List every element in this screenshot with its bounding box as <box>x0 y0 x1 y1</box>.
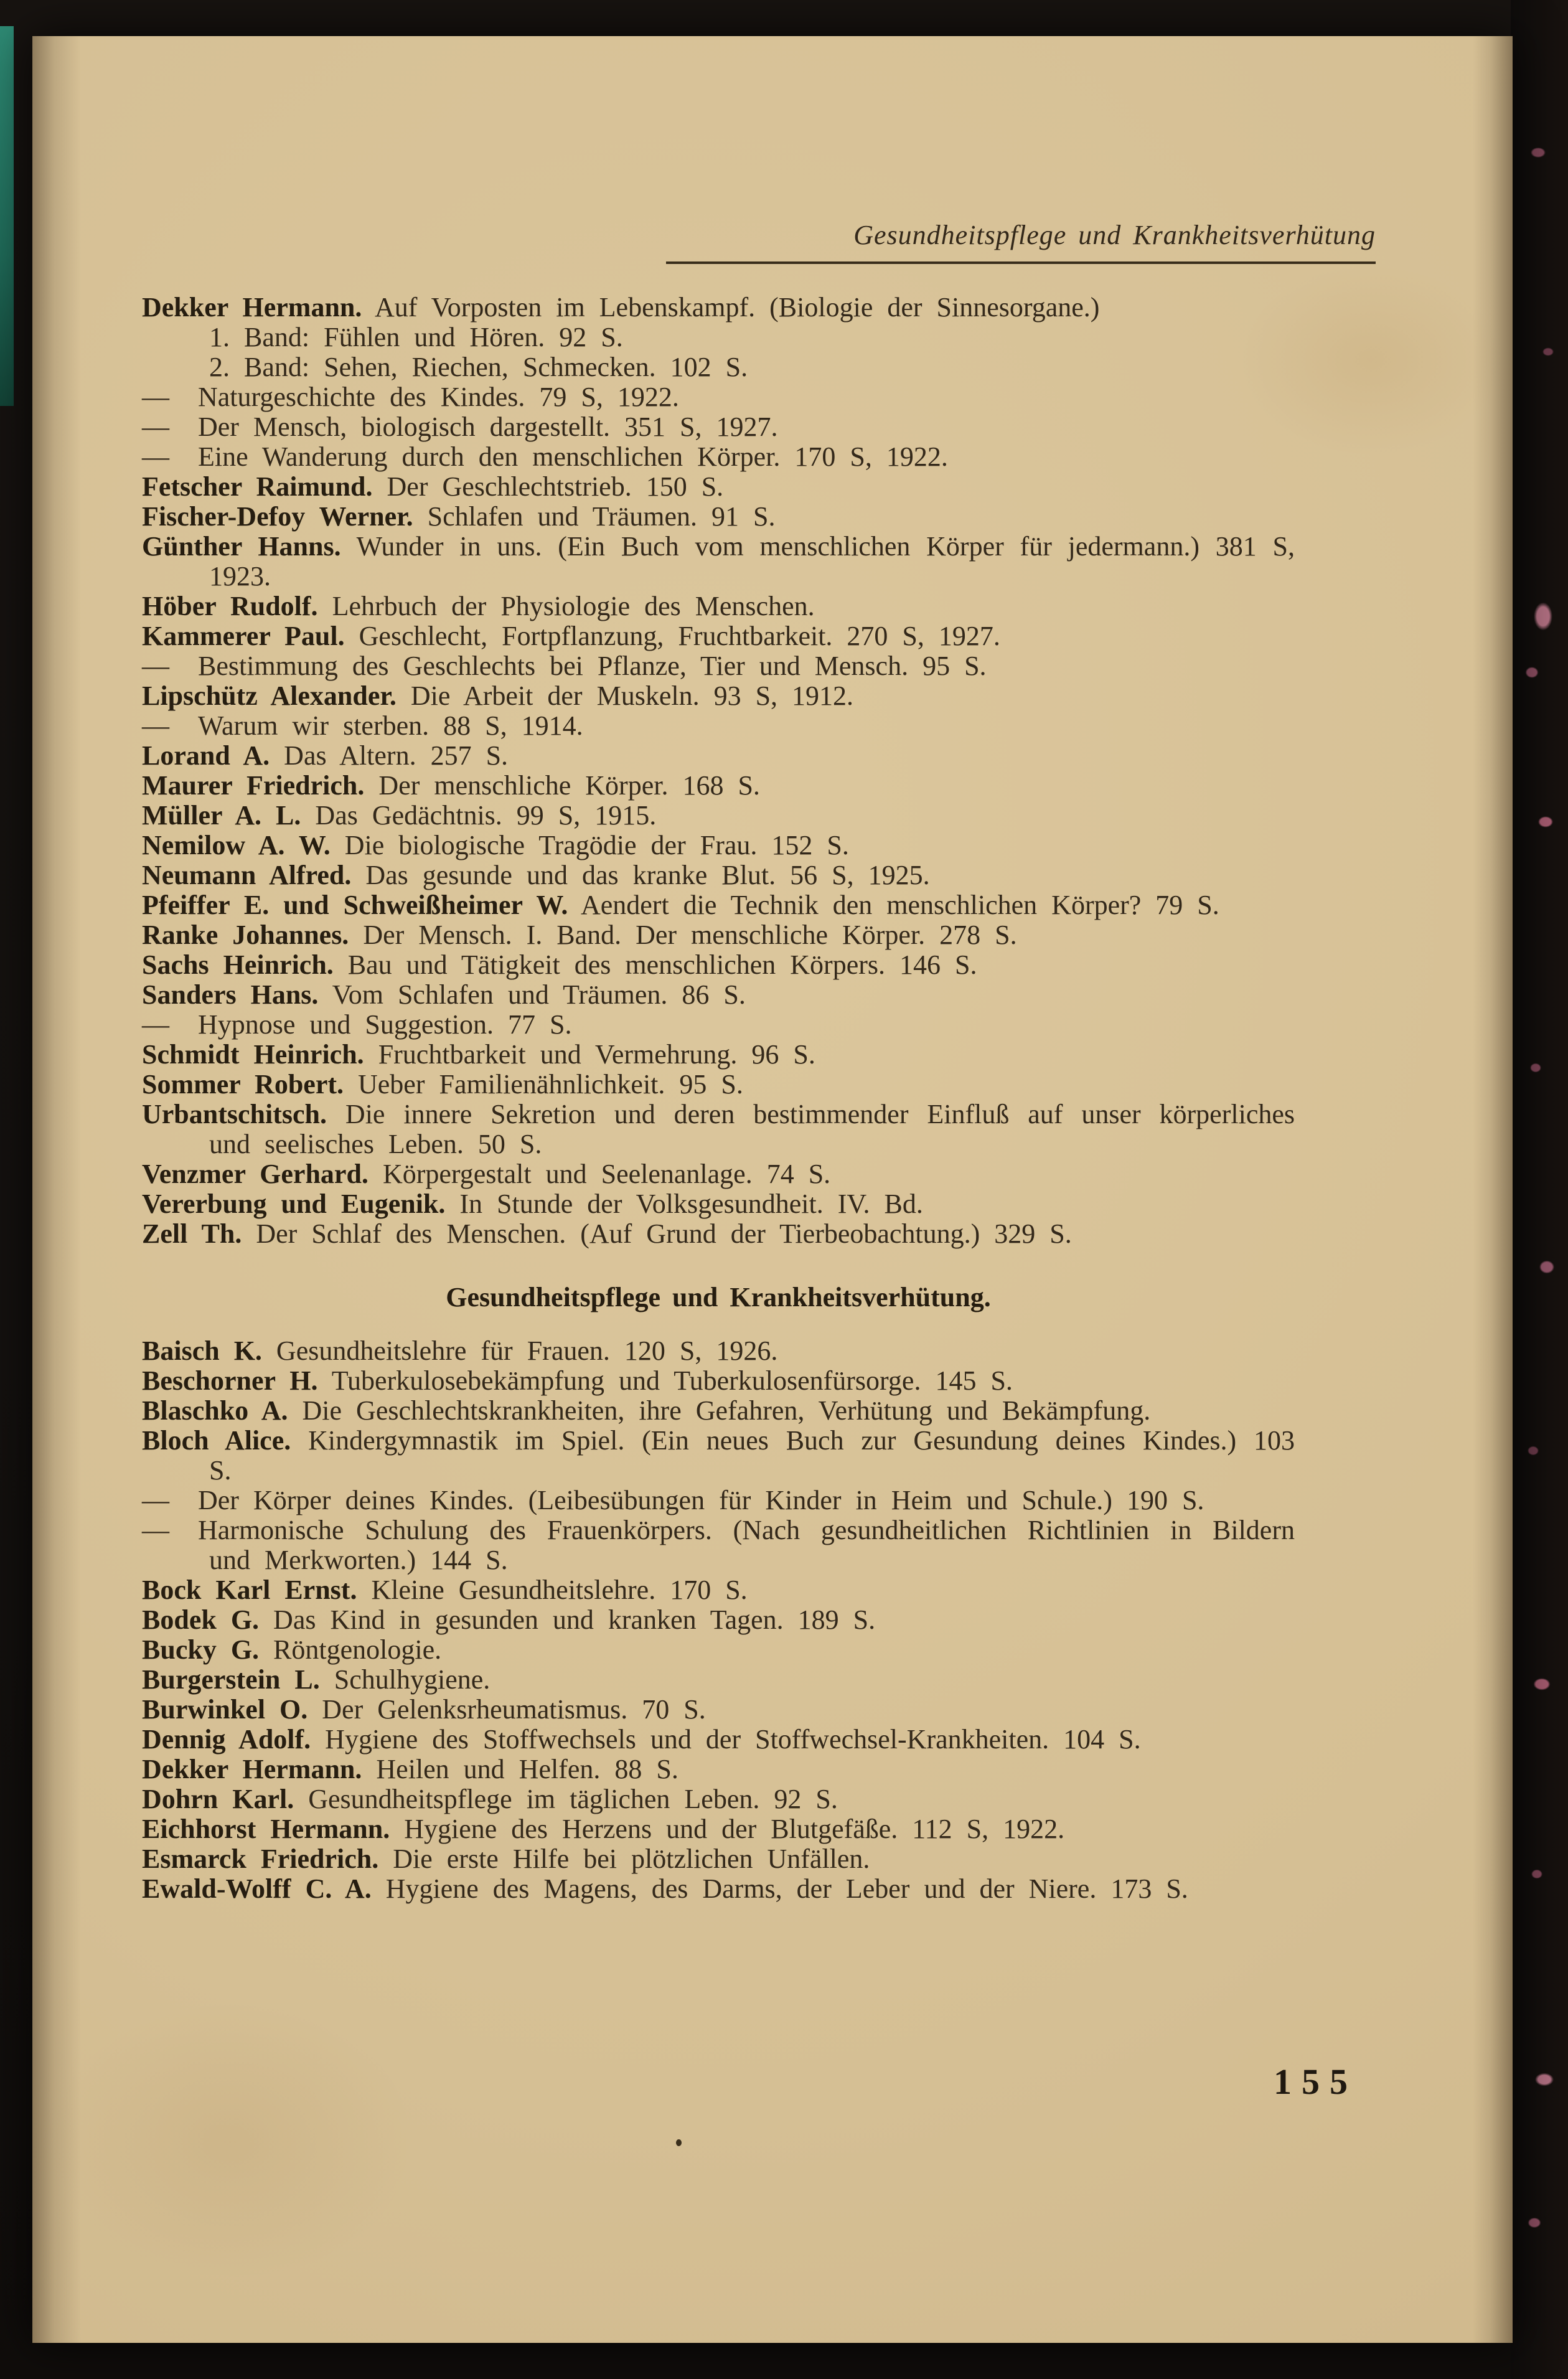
bibliography-entry: — Naturgeschichte des Kindes. 79 S, 1922. <box>142 382 679 412</box>
entry-author: Bodek G. <box>142 1604 260 1635</box>
repeat-author-dash: — <box>142 651 169 681</box>
entry-author: Bucky G. <box>142 1634 260 1665</box>
entry-author: Sanders Hans. <box>142 979 319 1010</box>
entry-author: Dekker Hermann. <box>142 1754 362 1784</box>
repeat-author-dash: — <box>142 382 169 412</box>
bibliography-entry: Sommer Robert. Ueber Familienähnlichkeit. 95 S. <box>142 1069 743 1100</box>
entry-author: Dekker Hermann. <box>142 292 362 323</box>
bibliography-entry: Sachs Heinrich. Bau und Tätigkeit des menschlichen Körpers. 146 S. <box>142 949 977 980</box>
running-header-text: Gesundheitspflege und Krankheitsverhütung <box>853 220 1376 250</box>
bibliography-entry: — Warum wir sterben. 88 S, 1914. <box>142 710 583 741</box>
bibliography-entry: Günther Hanns. Wunder in uns. (Ein Buch vom menschlichen Körper für jedermann.) 381 S, 1923. <box>142 531 1295 591</box>
bibliography-entry: Fischer-Defoy Werner. Schlafen und Träumen. 91 S. <box>142 501 776 532</box>
entry-author: Eichhorst Hermann. <box>142 1814 390 1844</box>
entry-author: Venzmer Gerhard. <box>142 1159 369 1189</box>
bibliography-entry: Ranke Johannes. Der Mensch. I. Band. Der menschliche Körper. 278 S. <box>142 920 1017 950</box>
bibliography-list <box>142 293 1295 1904</box>
bibliography-entry: — Bestimmung des Geschlechts bei Pflanze, Tier und Mensch. 95 S. <box>142 651 987 681</box>
bibliography-entry: Bock Karl Ernst. Kleine Gesundheitslehre. 170 S. <box>142 1575 748 1605</box>
bibliography-entry: Beschorner H. Tuberkulosebekämpfung und Tuberkulosenfürsorge. 145 S. <box>142 1365 1013 1396</box>
entry-author: Baisch K. <box>142 1336 262 1366</box>
entry-author: Zell Th. <box>142 1218 242 1249</box>
bibliography-entry: Bucky G. Röntgenologie. <box>142 1634 442 1665</box>
entry-author: Esmarck Friedrich. <box>142 1844 379 1874</box>
entry-author: Blaschko A. <box>142 1395 288 1426</box>
entry-author: Bloch Alice. <box>142 1425 291 1456</box>
entry-author: Maurer Friedrich. <box>142 770 365 801</box>
entry-author: Burgerstein L. <box>142 1664 320 1695</box>
entry-author: Burwinkel O. <box>142 1694 308 1725</box>
bibliography-entry: — Der Mensch, biologisch dargestellt. 351 S, 1927. <box>142 412 778 442</box>
entry-author: Pfeiffer E. und Schweißheimer W. <box>142 890 568 920</box>
bibliography-entry: Bloch Alice. Kindergymnastik im Spiel. (Ein neues Buch zur Gesundung deines Kindes.) 103 S. <box>142 1425 1295 1486</box>
entry-author: Vererbung und Eugenik. <box>142 1189 446 1219</box>
repeat-author-dash: — <box>142 1485 169 1515</box>
page-number: 155 <box>1274 2061 1358 2102</box>
bibliography-entry: Pfeiffer E. und Schweißheimer W. Aendert die Technik den menschlichen Körper? 79 S. <box>142 890 1219 920</box>
bibliography-entry: — Harmonische Schulung des Frauenkörpers. (Nach gesundheitlichen Richtlinien in Bildern und Merkworten.) 144 S. <box>142 1515 1295 1575</box>
entry-author: Nemilow A. W. <box>142 830 331 860</box>
bibliography-entry: Blaschko A. Die Geschlechtskrankheiten, ihre Gefahren, Verhütung und Bekämpfung. <box>142 1395 1151 1426</box>
bibliography-entry: Sanders Hans. Vom Schlafen und Träumen. 86 S. <box>142 979 746 1010</box>
bibliography-entry: Esmarck Friedrich. Die erste Hilfe bei plötzlichen Unfällen. <box>142 1844 870 1874</box>
bibliography-entry: Vererbung und Eugenik. In Stunde der Volksgesundheit. IV. Bd. <box>142 1189 923 1219</box>
repeat-author-dash: — <box>142 441 169 472</box>
entry-author: Sachs Heinrich. <box>142 949 334 980</box>
repeat-author-dash: — <box>142 1515 169 1545</box>
entry-author: Bock Karl Ernst. <box>142 1575 357 1605</box>
entry-author: Dohrn Karl. <box>142 1784 294 1814</box>
bibliography-entry: Dekker Hermann. Heilen und Helfen. 88 S. <box>142 1754 678 1784</box>
bibliography-entry: Bodek G. Das Kind in gesunden und kranken Tagen. 189 S. <box>142 1604 876 1635</box>
book-cover-marbled-edge <box>1511 0 1568 2379</box>
repeat-author-dash: — <box>142 1009 169 1040</box>
ink-speck <box>676 2139 682 2146</box>
bibliography-entry: Kammerer Paul. Geschlecht, Fortpflanzung, Fruchtbarkeit. 270 S, 1927. <box>142 621 1000 651</box>
entry-author: Urbantschitsch. <box>142 1099 327 1129</box>
bibliography-entry: Dohrn Karl. Gesundheitspflege im täglichen Leben. 92 S. <box>142 1784 838 1814</box>
bibliography-entry: Venzmer Gerhard. Körpergestalt und Seelenanlage. 74 S. <box>142 1159 831 1189</box>
entry-author: Neumann Alfred. <box>142 860 352 890</box>
bibliography-entry: Ewald-Wolff C. A. Hygiene des Magens, des Darms, der Leber und der Niere. 173 S. <box>142 1873 1188 1904</box>
bibliography-entry: Müller A. L. Das Gedächtnis. 99 S, 1915. <box>142 800 657 831</box>
book-page <box>32 36 1513 2343</box>
bibliography-entry: Baisch K. Gesundheitslehre für Frauen. 120 S, 1926. <box>142 1336 778 1366</box>
entry-author: Ewald-Wolff C. A. <box>142 1873 372 1904</box>
bibliography-entry: Schmidt Heinrich. Fruchtbarkeit und Vermehrung. 96 S. <box>142 1039 815 1070</box>
bibliography-entry: Burwinkel O. Der Gelenksrheumatismus. 70 S. <box>142 1694 706 1725</box>
bibliography-entry: — Hypnose und Suggestion. 77 S. <box>142 1009 572 1040</box>
entry-author: Kammerer Paul. <box>142 621 345 651</box>
entry-author: Fetscher Raimund. <box>142 471 373 502</box>
entry-author: Höber Rudolf. <box>142 591 318 621</box>
entry-author: Ranke Johannes. <box>142 920 349 950</box>
bibliography-entry: Lorand A. Das Altern. 257 S. <box>142 740 509 771</box>
bibliography-entry: Nemilow A. W. Die biologische Tragödie der Frau. 152 S. <box>142 830 849 860</box>
section-heading: Gesundheitspflege und Krankheitsverhütung. <box>446 1282 991 1312</box>
bibliography-entry: Höber Rudolf. Lehrbuch der Physiologie des Menschen. <box>142 591 815 621</box>
bibliography-entry: — Eine Wanderung durch den menschlichen Körper. 170 S, 1922. <box>142 441 948 472</box>
entry-author: Lorand A. <box>142 740 270 771</box>
bibliography-entry: Dekker Hermann. Auf Vorposten im Lebenskampf. (Biologie der Sinnesorgane.) <box>142 292 1100 323</box>
repeat-author-dash: — <box>142 710 169 741</box>
repeat-author-dash: — <box>142 412 169 442</box>
entry-author: Schmidt Heinrich. <box>142 1039 364 1070</box>
entry-author: Sommer Robert. <box>142 1069 344 1100</box>
bibliography-entry: Burgerstein L. Schulhygiene. <box>142 1664 491 1695</box>
entry-author: Lipschütz Alexander. <box>142 681 397 711</box>
bibliography-entry: Neumann Alfred. Das gesunde und das kranke Blut. 56 S, 1925. <box>142 860 930 890</box>
adjacent-page-edge <box>0 26 14 406</box>
running-header <box>666 219 1376 264</box>
entry-author: Fischer-Defoy Werner. <box>142 501 413 532</box>
bibliography-entry: Maurer Friedrich. Der menschliche Körper. 168 S. <box>142 770 760 801</box>
bibliography-entry: Dennig Adolf. Hygiene des Stoffwechsels und der Stoffwechsel-Krankheiten. 104 S. <box>142 1724 1141 1755</box>
bibliography-entry: Zell Th. Der Schlaf des Menschen. (Auf Grund der Tierbeobachtung.) 329 S. <box>142 1218 1072 1249</box>
bibliography-entry: — Der Körper deines Kindes. (Leibesübungen für Kinder in Heim und Schule.) 190 S. <box>142 1485 1204 1515</box>
bibliography-entry: Urbantschitsch. Die innere Sekretion und deren bestimmender Einfluß auf unser körperliches und seelisches Leben. 50 S. <box>142 1099 1295 1159</box>
entry-author: Dennig Adolf. <box>142 1724 311 1755</box>
entry-subline: 2. Band: Sehen, Riechen, Schmecken. 102 S. <box>209 352 748 382</box>
entry-author: Günther Hanns. <box>142 531 341 562</box>
bibliography-entry: Lipschütz Alexander. Die Arbeit der Muskeln. 93 S, 1912. <box>142 681 854 711</box>
bibliography-entry: Eichhorst Hermann. Hygiene des Herzens und der Blutgefäße. 112 S, 1922. <box>142 1814 1065 1844</box>
entry-subline: 1. Band: Fühlen und Hören. 92 S. <box>209 322 623 352</box>
bibliography-entry: Fetscher Raimund. Der Geschlechtstrieb. 150 S. <box>142 471 724 502</box>
entry-author: Beschorner H. <box>142 1365 318 1396</box>
entry-author: Müller A. L. <box>142 800 301 831</box>
